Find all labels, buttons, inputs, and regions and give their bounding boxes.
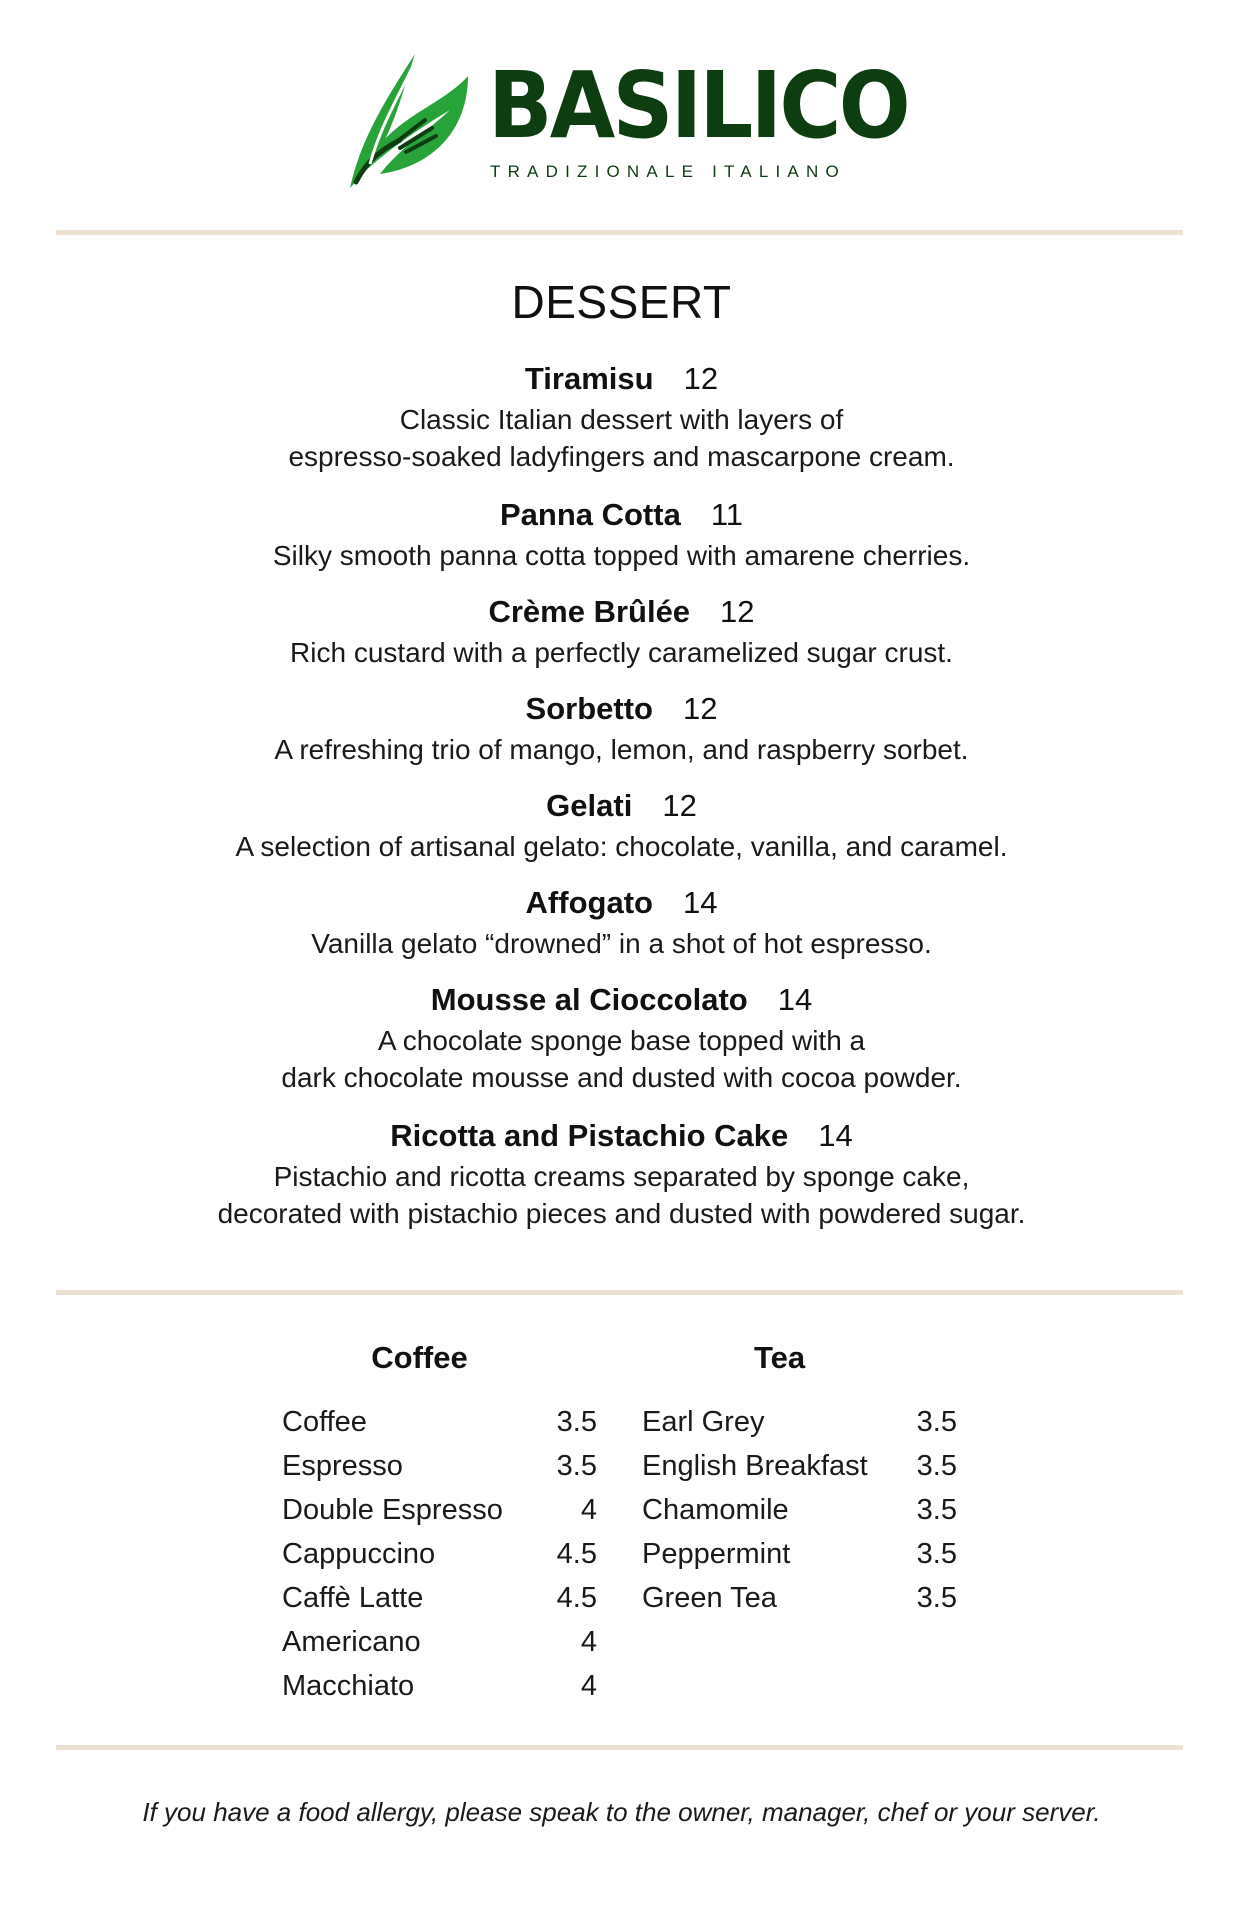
divider: [56, 230, 1183, 235]
dish-price: 12: [720, 594, 755, 629]
drink-name: Coffee: [282, 1406, 367, 1438]
dish-price: 14: [777, 982, 813, 1017]
table-row: [282, 1664, 597, 1708]
dish-name: Panna Cotta: [499, 497, 681, 532]
divider: [56, 1290, 1183, 1295]
coffee-section: [282, 1340, 597, 1708]
dish-price: 12: [683, 361, 719, 396]
dish-description: Rich custard with a perfectly caramelized sugar crust.: [290, 637, 953, 668]
dish-description: Pistachio and ricotta creams separated by sponge cake,: [273, 1161, 970, 1192]
drink-name: Chamomile: [642, 1494, 789, 1526]
dish-name: Gelati: [546, 788, 633, 823]
table-row: [282, 1444, 597, 1488]
table-row: [642, 1400, 957, 1444]
drink-name: Double Espresso: [282, 1494, 503, 1526]
dish-description: A selection of artisanal gelato: chocolate, vanilla, and caramel.: [235, 831, 1008, 862]
divider: [56, 1745, 1183, 1750]
dish-item: [0, 493, 1243, 590]
dish-item: [0, 881, 1243, 978]
dish-description: dark chocolate mousse and dusted with cocoa powder.: [281, 1062, 962, 1093]
dish-price: 12: [662, 788, 697, 823]
dish-item: [0, 590, 1243, 687]
dish-price: 14: [682, 885, 718, 920]
dish-description: Classic Italian dessert with layers of: [399, 404, 844, 435]
brand-name: BASILICO: [488, 52, 908, 159]
table-row: [282, 1576, 597, 1620]
drink-price: 4: [580, 1670, 597, 1702]
drink-name: Caffè Latte: [282, 1582, 424, 1614]
drink-price: 3.5: [916, 1406, 957, 1438]
drink-price: 3.5: [556, 1406, 597, 1438]
drink-name: English Breakfast: [642, 1450, 868, 1482]
drink-name: Espresso: [282, 1450, 403, 1482]
table-row: [642, 1444, 957, 1488]
tea-table: [642, 1400, 957, 1620]
dish-name: Sorbetto: [525, 691, 653, 726]
table-row: [282, 1400, 597, 1444]
dish-description: Silky smooth panna cotta topped with amarene cherries.: [272, 540, 971, 571]
drink-price: 3.5: [556, 1450, 597, 1482]
dish-description: espresso-soaked ladyfingers and mascarpone cream.: [288, 441, 955, 472]
dish-name: Tiramisu: [524, 361, 654, 396]
drink-price: 3.5: [916, 1538, 957, 1570]
coffee-title: Coffee: [371, 1340, 468, 1375]
dessert-list: [0, 357, 1243, 1250]
allergy-note: If you have a food allergy, please speak to the owner, manager, chef or your server.: [142, 1797, 1101, 1827]
drink-name: Macchiato: [282, 1670, 415, 1702]
table-row: [282, 1532, 597, 1576]
dish-price: 11: [710, 497, 744, 532]
table-row: [642, 1576, 957, 1620]
dish-price: 14: [818, 1118, 853, 1153]
brand-tagline: TRADIZIONALE ITALIANO: [490, 162, 846, 181]
drink-name: Green Tea: [642, 1582, 777, 1614]
tea-title: Tea: [753, 1340, 806, 1375]
drink-price: 3.5: [916, 1494, 957, 1526]
drink-price: 3.5: [916, 1450, 957, 1482]
dish-description: A chocolate sponge base topped with a: [377, 1025, 866, 1056]
drink-name: Peppermint: [642, 1538, 791, 1570]
table-row: [282, 1620, 597, 1664]
dish-description: Vanilla gelato “drowned” in a shot of hot espresso.: [311, 928, 932, 959]
drink-price: 4: [580, 1494, 597, 1526]
section-title-dessert: DESSERT: [511, 276, 732, 328]
dish-item: [0, 784, 1243, 881]
table-row: [282, 1488, 597, 1532]
tea-section: [642, 1340, 957, 1620]
coffee-table: [282, 1400, 597, 1708]
dish-description: decorated with pistachio pieces and dusted with powdered sugar.: [217, 1198, 1026, 1229]
dish-item: [0, 687, 1243, 784]
dish-item: [0, 357, 1243, 493]
dish-name: Crème Brûlée: [488, 594, 691, 629]
dish-item: [0, 1114, 1243, 1250]
leaf-fork-icon: [340, 48, 470, 198]
dish-name: Affogato: [525, 885, 653, 920]
drink-name: Cappuccino: [282, 1538, 436, 1570]
table-row: [642, 1488, 957, 1532]
drink-price: 3.5: [916, 1582, 957, 1614]
drink-price: 4: [580, 1626, 597, 1658]
drink-name: Earl Grey: [642, 1406, 765, 1438]
dish-price: 12: [682, 691, 718, 726]
drink-price: 4.5: [556, 1582, 597, 1614]
dish-description: A refreshing trio of mango, lemon, and raspberry sorbet.: [274, 734, 969, 765]
dish-name: Ricotta and Pistachio Cake: [390, 1118, 789, 1153]
table-row: [642, 1532, 957, 1576]
drink-name: Americano: [282, 1626, 421, 1658]
dish-name: Mousse al Cioccolato: [430, 982, 748, 1017]
drink-price: 4.5: [556, 1538, 597, 1570]
dish-item: [0, 978, 1243, 1114]
